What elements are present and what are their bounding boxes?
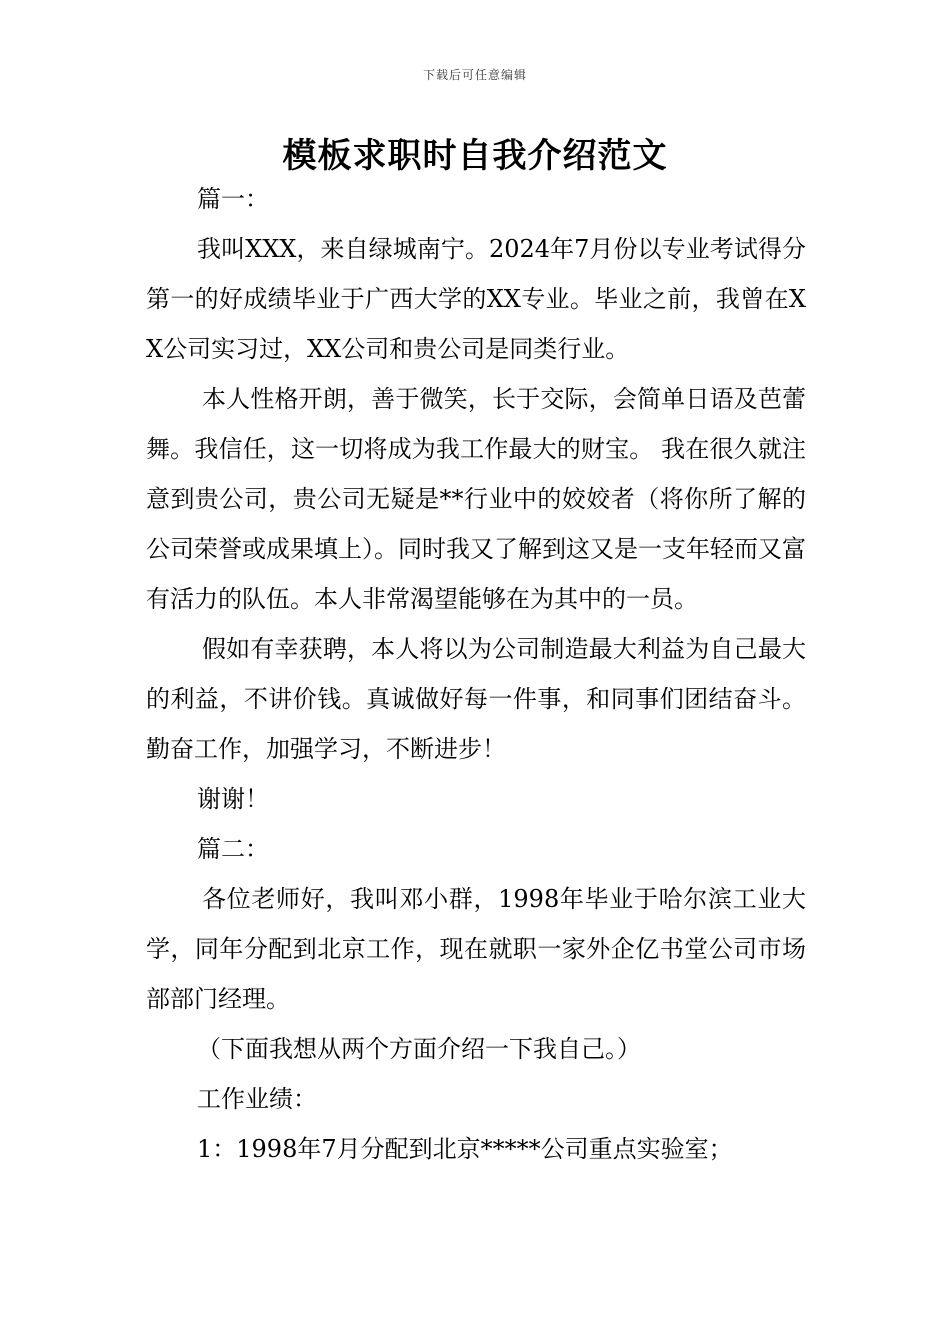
- paragraph-thanks: 谢谢！: [197, 785, 269, 813]
- paragraph-intro-one: 我叫XXX，来自绿城南宁。2024年7月份以专业考试得分第一的好成绩毕业于广西大学的XX专业。毕业之前，我曾在XX公司实习过，XX公司和贵公司是同类行业。: [146, 235, 806, 363]
- paragraph-personality: 本人性格开朗，善于微笑，长于交际，会简单日语及芭蕾舞。我信任，这一切将成为我工作最大的财宝。 我在很久就注意到贵公司，贵公司无疑是**行业中的姣姣者（将你所了解的公司荣誉或成果填上）。同时我又了解到这又是一支年轻而又富有活力的队伍。本人非常渴望能够在为其中的一员。: [146, 385, 806, 613]
- subheading-work-achievements: 工作业绩：: [197, 1085, 317, 1113]
- document-title: 模板求职时自我介绍范文: [282, 136, 668, 176]
- section-heading-part-two: 篇二：: [197, 835, 269, 863]
- page-header-note: 下载后可任意编辑: [422, 68, 527, 82]
- list-item-achievement-1: 1：1998年7月分配到北京*****公司重点实验室；: [197, 1135, 733, 1163]
- section-heading-part-one: 篇一：: [197, 185, 269, 213]
- paragraph-outline-note: （下面我想从两个方面介绍一下我自己。）: [197, 1035, 641, 1063]
- paragraph-commitment: 假如有幸获聘，本人将以为公司制造最大利益为自己最大的利益，不讲价钱。真诚做好每一件事，和同事们团结奋斗。勤奋工作，加强学习，不断进步！: [146, 635, 806, 763]
- document-body: [146, 174, 806, 1174]
- paragraph-intro-two: 各位老师好，我叫邓小群，1998年毕业于哈尔滨工业大学，同年分配到北京工作，现在就职一家外企亿书堂公司市场部部门经理。: [146, 885, 806, 1013]
